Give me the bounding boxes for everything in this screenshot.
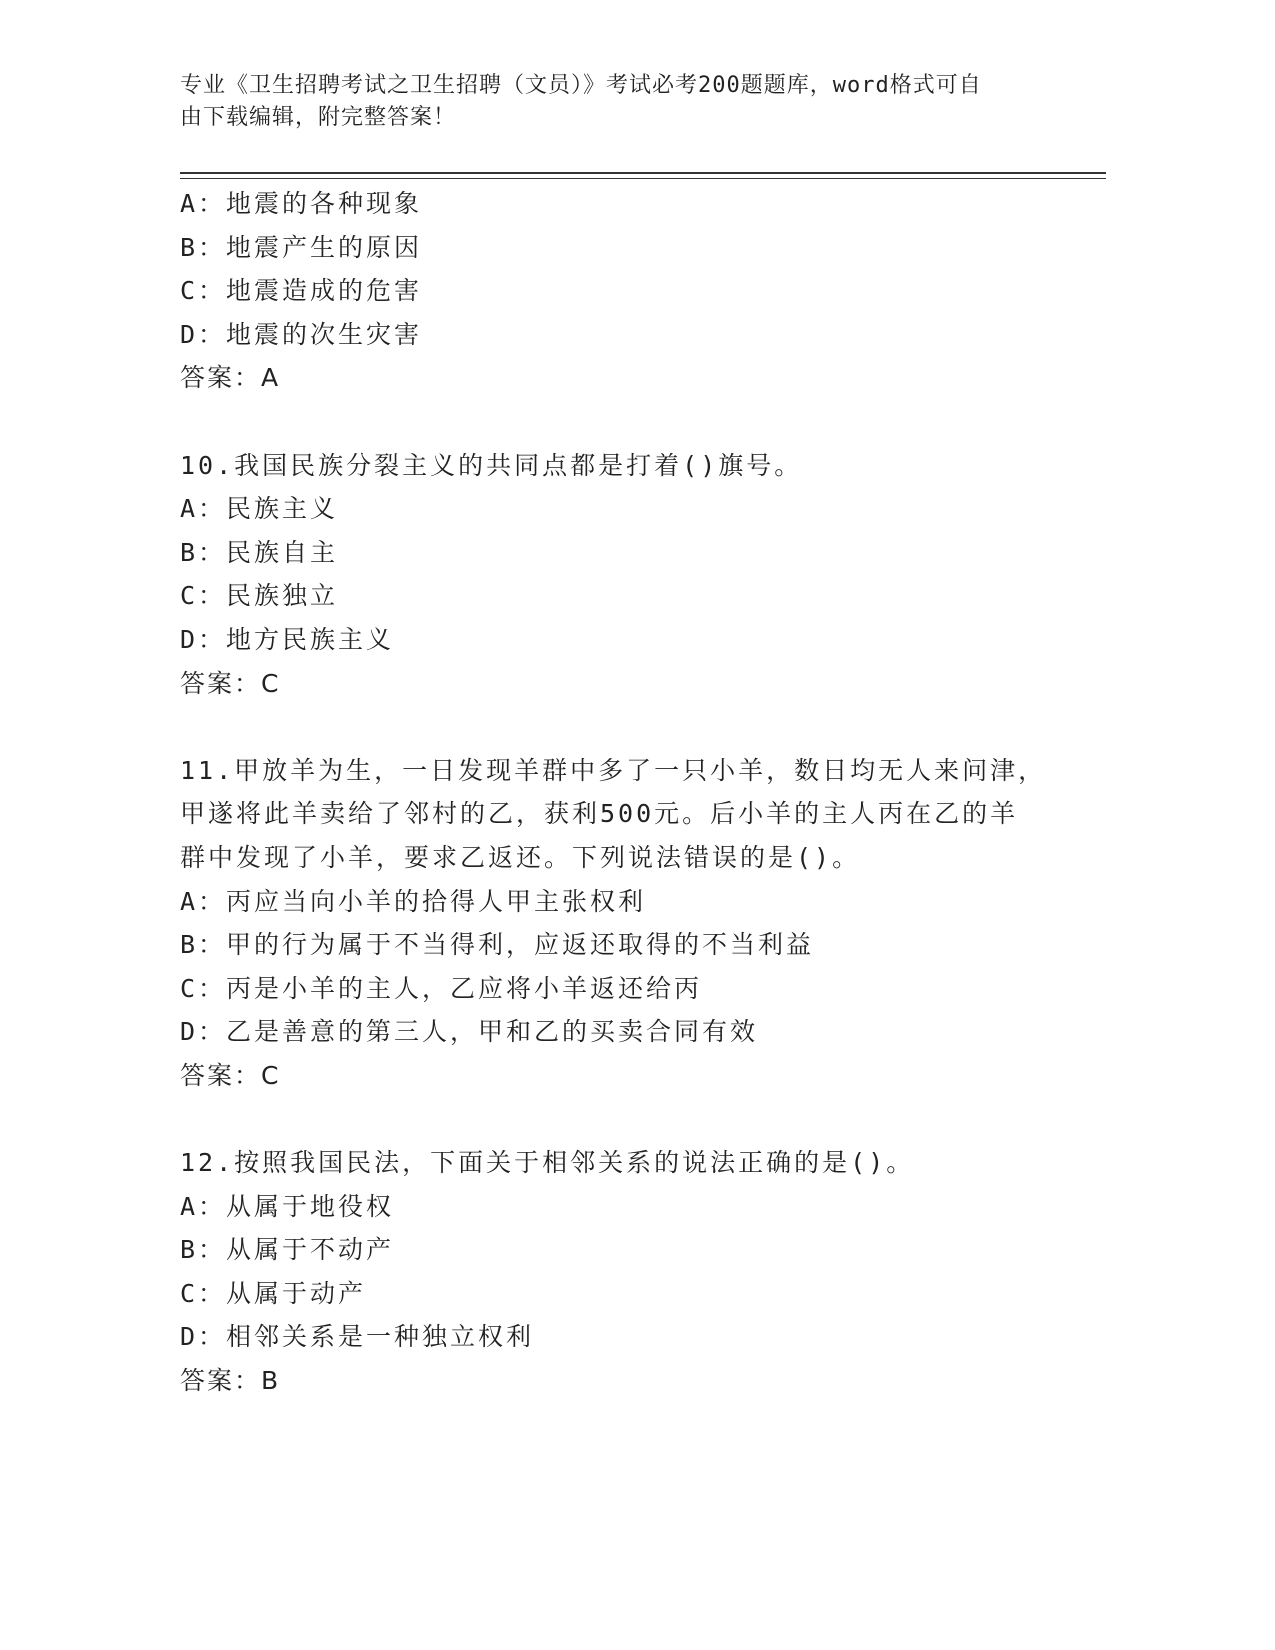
header-line-1: 专业《卫生招聘考试之卫生招聘（文员）》考试必考200题题库，word格式可自 <box>180 73 982 98</box>
header-line-2: 由下载编辑，附完整答案！ <box>180 105 457 130</box>
option-b: B：民族自主 <box>180 537 339 567</box>
option-b: B：地震产生的原因 <box>180 232 423 262</box>
answer-line: 答案：B <box>180 1366 281 1396</box>
option-c: C：地震造成的危害 <box>180 276 423 306</box>
option-c: C：丙是小羊的主人，乙应将小羊返还给丙 <box>180 973 703 1003</box>
question-block-12 <box>180 1141 1080 1403</box>
option-c: C：从属于动产 <box>180 1278 367 1308</box>
question-stem: 群中发现了小羊，要求乙返还。下列说法错误的是()。 <box>180 842 861 872</box>
question-stem: 甲遂将此羊卖给了邻村的乙，获利500元。后小羊的主人丙在乙的羊 <box>180 799 1019 829</box>
header-divider-thin <box>180 178 1106 179</box>
option-b: B：甲的行为属于不当得利，应返还取得的不当利益 <box>180 930 815 960</box>
question-stem: 11.甲放羊为生，一日发现羊群中多了一只小羊，数日均无人来问津， <box>180 755 1047 785</box>
option-d: D：乙是善意的第三人，甲和乙的买卖合同有效 <box>180 1017 759 1047</box>
answer-line: 答案：C <box>180 668 281 698</box>
document-header <box>180 70 1040 134</box>
option-b: B：从属于不动产 <box>180 1235 395 1265</box>
option-d: D：相邻关系是一种独立权利 <box>180 1322 535 1352</box>
option-d: D：地震的次生灾害 <box>180 319 423 349</box>
question-block-11 <box>180 749 1080 1098</box>
option-a: A：民族主义 <box>180 494 339 524</box>
option-a: A：从属于地役权 <box>180 1191 395 1221</box>
option-c: C：民族独立 <box>180 581 339 611</box>
answer-line: 答案：A <box>180 363 281 393</box>
question-block-10 <box>180 444 1080 706</box>
option-a: A：地震的各种现象 <box>180 189 423 218</box>
question-list <box>180 182 1080 1403</box>
question-block-9 <box>180 182 1080 400</box>
option-d: D：地方民族主义 <box>180 624 395 654</box>
header-divider-thick <box>180 172 1106 174</box>
option-a: A：丙应当向小羊的拾得人甲主张权利 <box>180 886 647 916</box>
answer-line: 答案：C <box>180 1060 281 1090</box>
question-stem: 12.按照我国民法，下面关于相邻关系的说法正确的是()。 <box>180 1148 915 1178</box>
question-stem: 10.我国民族分裂主义的共同点都是打着()旗号。 <box>180 450 803 480</box>
